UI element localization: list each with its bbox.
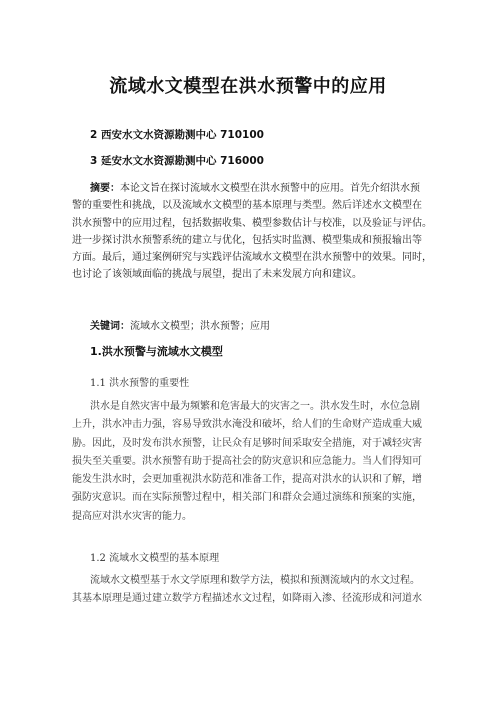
keywords-line	[90, 317, 270, 332]
subsection-heading-1-1: 1.1 洪水预警的重要性	[90, 378, 190, 389]
keywords-text: 流域水文模型；洪水预警；应用	[130, 321, 270, 332]
paragraph-line: 上升，洪水冲击力强，容易导致洪水淹没和破坏，给人们的生命财产造成重大威	[72, 419, 422, 431]
subsection-heading-1-2: 1.2 流域水文模型的基本原理	[90, 553, 220, 564]
paragraph-line: 能发生洪水时，会更加重视洪水防范和准备工作，提高对洪水的认识和了解，增	[72, 474, 422, 486]
abstract-line-6: 也讨论了该领域面临的挑战与展望，提出了未来发展方向和建议。	[72, 269, 362, 281]
paragraph-line: 其基本原理是通过建立数学方程描述水文过程，如降雨入渗、径流形成和河道水	[72, 593, 422, 605]
abstract-line-5: 方面。最后，通过案例研究与实践评估流域水文模型在洪水预警中的效果。同时，	[72, 252, 432, 264]
paragraph-line: 损失至关重要。洪水预警有助于提高社会的防灾意识和应急能力。当人们得知可	[72, 455, 422, 467]
paragraph-1-1	[72, 398, 428, 526]
paragraph-1-2	[72, 572, 428, 609]
affiliation-1: 2 西安水文水资源勘测中心 710100	[90, 129, 264, 141]
affiliation-2: 3 延安水文水资源勘测中心 716000	[90, 155, 264, 167]
abstract-line-3: 洪水预警中的应用过程，包括数据收集、模型参数估计与校准，以及验证与评估。	[72, 217, 432, 229]
paper-title: 流域水文模型在洪水预警中的应用	[109, 76, 387, 97]
keywords-label: 关键词：	[90, 321, 130, 332]
abstract-label: 摘要：	[90, 183, 120, 194]
paragraph-line: 强防灾意识。而在实际预警过程中，相关部门和群众会通过演练和预案的实施，	[72, 492, 422, 504]
section-heading-1: 1.洪水预警与流域水文模型	[90, 345, 223, 358]
paragraph-line: 洪水是自然灾害中最为频繁和危害最大的灾害之一。洪水发生时，水位急剧	[90, 401, 420, 412]
abstract-line-1: 摘要：本论文旨在探讨流域水文模型在洪水预警中的应用。首先介绍洪水预	[90, 183, 420, 194]
abstract-line-2: 警的重要性和挑战，以及流域水文模型的基本原理与类型。然后详述水文模型在	[72, 200, 422, 212]
paragraph-line: 流域水文模型基于水文学原理和数学方法，模拟和预测流域内的水文过程。	[90, 575, 420, 586]
abstract-block	[72, 180, 432, 284]
paragraph-line: 提高应对洪水灾害的能力。	[72, 510, 192, 522]
paragraph-line: 胁。因此，及时发布洪水预警，让民众有足够时间采取安全措施，对于减轻灾害	[72, 437, 422, 449]
abstract-line-4: 进一步探讨洪水预警系统的建立与优化，包括实时监测、模型集成和预报输出等	[72, 234, 422, 246]
